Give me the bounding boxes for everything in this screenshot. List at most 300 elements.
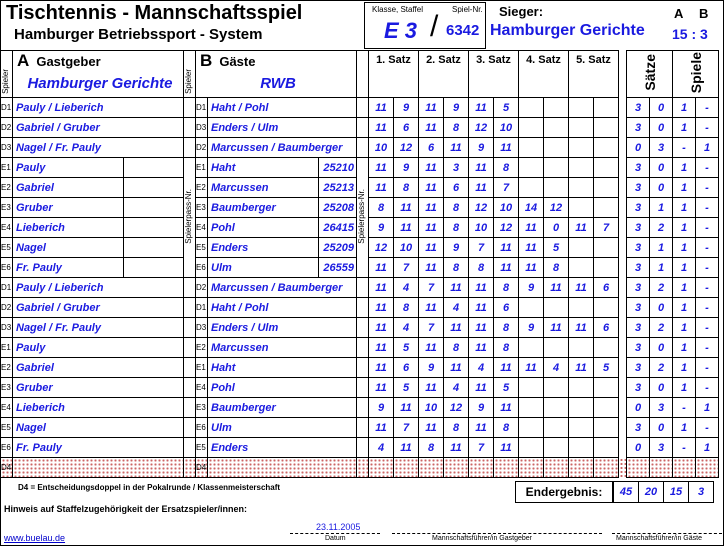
spiele-a[interactable]: 1 [673, 418, 696, 438]
set-score-1-a[interactable]: 11 [369, 278, 394, 298]
saetze-a[interactable]: 3 [627, 198, 650, 218]
set-score-1-b[interactable]: 12 [394, 138, 419, 158]
set-score-5-b[interactable]: 6 [594, 278, 619, 298]
set-score-5-b[interactable] [594, 178, 619, 198]
set-score-3-b[interactable]: 7 [494, 178, 519, 198]
saetze-b[interactable]: 3 [650, 398, 673, 418]
spiele-a[interactable]: 1 [673, 158, 696, 178]
sig-gastgeber-line[interactable] [392, 533, 602, 534]
saetze-b[interactable]: 2 [650, 318, 673, 338]
set-score-3-a[interactable]: 11 [469, 158, 494, 178]
away-player[interactable]: Enders [208, 238, 319, 258]
set-score-5-a[interactable] [569, 458, 594, 478]
away-player[interactable]: Ulm [208, 258, 319, 278]
away-pass[interactable]: 25208 [319, 198, 357, 218]
set-score-3-b[interactable]: 11 [494, 238, 519, 258]
home-player[interactable]: Gruber [13, 198, 124, 218]
set-score-3-b[interactable]: 8 [494, 158, 519, 178]
set-score-5-a[interactable] [569, 378, 594, 398]
saetze-a[interactable]: 3 [627, 118, 650, 138]
set-score-3-a[interactable]: 11 [469, 278, 494, 298]
set-score-3-a[interactable]: 11 [469, 338, 494, 358]
set-score-3-b[interactable]: 8 [494, 338, 519, 358]
set-score-5-b[interactable] [594, 98, 619, 118]
set-score-3-a[interactable]: 8 [469, 258, 494, 278]
saetze-b[interactable]: 0 [650, 378, 673, 398]
sig-gaeste-line[interactable] [612, 533, 722, 534]
set-score-3-a[interactable]: 12 [469, 198, 494, 218]
saetze-b[interactable]: 2 [650, 278, 673, 298]
set-score-5-b[interactable] [594, 338, 619, 358]
away-player[interactable]: Haht [208, 158, 319, 178]
set-score-4-a[interactable] [519, 178, 544, 198]
set-score-1-b[interactable]: 8 [394, 178, 419, 198]
set-score-5-b[interactable] [594, 438, 619, 458]
set-score-2-b[interactable]: 8 [444, 118, 469, 138]
set-score-4-b[interactable]: 5 [544, 238, 569, 258]
set-score-3-b[interactable]: 12 [494, 218, 519, 238]
spiele-b[interactable]: - [696, 178, 719, 198]
set-score-4-a[interactable] [519, 398, 544, 418]
set-score-5-a[interactable] [569, 258, 594, 278]
away-player[interactable]: Haht / Pohl [208, 298, 357, 318]
set-score-4-b[interactable] [544, 398, 569, 418]
set-score-4-a[interactable]: 11 [519, 258, 544, 278]
set-score-3-a[interactable]: 9 [469, 398, 494, 418]
set-score-5-b[interactable] [594, 238, 619, 258]
set-score-4-b[interactable]: 0 [544, 218, 569, 238]
away-player[interactable]: Marcussen / Baumberger [208, 278, 357, 298]
set-score-3-b[interactable]: 11 [494, 358, 519, 378]
spiele-b[interactable]: - [696, 298, 719, 318]
away-player[interactable]: Pohl [208, 218, 319, 238]
spiele-a[interactable]: 1 [673, 278, 696, 298]
home-player[interactable]: Nagel / Fr. Pauly [13, 318, 184, 338]
set-score-3-b[interactable]: 8 [494, 318, 519, 338]
set-score-2-a[interactable]: 7 [419, 318, 444, 338]
set-score-4-b[interactable] [544, 338, 569, 358]
set-score-4-b[interactable] [544, 298, 569, 318]
away-player[interactable]: Haht / Pohl [208, 98, 357, 118]
home-player[interactable]: Pauly / Lieberich [13, 98, 184, 118]
set-score-1-b[interactable]: 5 [394, 338, 419, 358]
saetze-b[interactable]: 0 [650, 178, 673, 198]
set-score-3-b[interactable]: 11 [494, 438, 519, 458]
set-score-2-a[interactable]: 11 [419, 158, 444, 178]
set-score-4-b[interactable] [544, 378, 569, 398]
set-score-5-b[interactable]: 5 [594, 358, 619, 378]
set-score-1-a[interactable]: 10 [369, 138, 394, 158]
endergebnis-spiele-b[interactable]: 3 [688, 481, 714, 503]
set-score-5-a[interactable]: 11 [569, 358, 594, 378]
saetze-a[interactable]: 3 [627, 258, 650, 278]
set-score-5-b[interactable]: 7 [594, 218, 619, 238]
home-player[interactable]: Gabriel [13, 358, 184, 378]
set-score-4-a[interactable] [519, 98, 544, 118]
set-score-2-a[interactable]: 11 [419, 238, 444, 258]
saetze-a[interactable]: 3 [627, 98, 650, 118]
set-score-2-a[interactable]: 10 [419, 398, 444, 418]
spiele-b[interactable]: - [696, 378, 719, 398]
set-score-2-b[interactable]: 6 [444, 178, 469, 198]
saetze-a[interactable] [627, 458, 650, 478]
saetze-b[interactable]: 1 [650, 258, 673, 278]
set-score-1-a[interactable]: 9 [369, 398, 394, 418]
set-score-4-b[interactable] [544, 178, 569, 198]
set-score-1-a[interactable]: 11 [369, 118, 394, 138]
set-score-5-a[interactable] [569, 238, 594, 258]
set-score-5-b[interactable] [594, 158, 619, 178]
set-score-4-a[interactable] [519, 418, 544, 438]
away-pass[interactable]: 25210 [319, 158, 357, 178]
spiele-b[interactable]: - [696, 418, 719, 438]
set-score-5-b[interactable] [594, 458, 619, 478]
home-player[interactable]: Pauly / Lieberich [13, 278, 184, 298]
set-score-1-b[interactable] [394, 458, 419, 478]
set-score-1-b[interactable]: 4 [394, 278, 419, 298]
set-score-2-a[interactable]: 11 [419, 218, 444, 238]
set-score-2-b[interactable]: 11 [444, 358, 469, 378]
set-score-4-a[interactable] [519, 158, 544, 178]
endergebnis-saetze-a[interactable]: 45 [613, 481, 639, 503]
set-score-3-a[interactable] [469, 458, 494, 478]
set-score-3-b[interactable]: 11 [494, 398, 519, 418]
spiele-a[interactable]: 1 [673, 258, 696, 278]
spiele-b[interactable]: - [696, 258, 719, 278]
set-score-4-b[interactable]: 4 [544, 358, 569, 378]
endergebnis-saetze-b[interactable]: 20 [638, 481, 664, 503]
spiele-a[interactable]: - [673, 438, 696, 458]
spiele-b[interactable]: - [696, 198, 719, 218]
saetze-b[interactable]: 3 [650, 138, 673, 158]
set-score-4-a[interactable] [519, 138, 544, 158]
spiele-a[interactable]: 1 [673, 178, 696, 198]
spiele-a[interactable]: 1 [673, 118, 696, 138]
set-score-3-a[interactable]: 11 [469, 318, 494, 338]
set-score-4-b[interactable] [544, 98, 569, 118]
set-score-5-b[interactable]: 6 [594, 318, 619, 338]
away-player[interactable]: Ulm [208, 418, 357, 438]
set-score-3-a[interactable]: 9 [469, 138, 494, 158]
set-score-5-b[interactable] [594, 118, 619, 138]
set-score-1-b[interactable]: 11 [394, 198, 419, 218]
spiele-b[interactable]: 1 [696, 438, 719, 458]
saetze-a[interactable]: 3 [627, 158, 650, 178]
set-score-5-b[interactable] [594, 398, 619, 418]
set-score-2-b[interactable]: 8 [444, 418, 469, 438]
set-score-5-a[interactable]: 11 [569, 218, 594, 238]
set-score-3-a[interactable]: 11 [469, 98, 494, 118]
set-score-4-b[interactable]: 12 [544, 198, 569, 218]
set-score-5-a[interactable] [569, 198, 594, 218]
saetze-a[interactable]: 0 [627, 398, 650, 418]
set-score-1-b[interactable]: 10 [394, 238, 419, 258]
spiele-a[interactable]: 1 [673, 318, 696, 338]
set-score-1-b[interactable]: 4 [394, 318, 419, 338]
home-player[interactable]: Gruber [13, 378, 184, 398]
set-score-4-a[interactable] [519, 298, 544, 318]
set-score-1-b[interactable]: 5 [394, 378, 419, 398]
set-score-5-a[interactable]: 11 [569, 278, 594, 298]
away-pass[interactable]: 25209 [319, 238, 357, 258]
saetze-a[interactable]: 3 [627, 178, 650, 198]
set-score-5-a[interactable] [569, 118, 594, 138]
set-score-5-a[interactable] [569, 418, 594, 438]
klasse-value[interactable]: E 3 [384, 18, 418, 43]
set-score-2-a[interactable]: 11 [419, 338, 444, 358]
set-score-5-b[interactable] [594, 198, 619, 218]
spiele-a[interactable]: 1 [673, 378, 696, 398]
set-score-1-a[interactable]: 11 [369, 98, 394, 118]
spiele-a[interactable]: 1 [673, 218, 696, 238]
spiele-a[interactable]: - [673, 398, 696, 418]
saetze-b[interactable]: 2 [650, 358, 673, 378]
set-score-2-b[interactable]: 3 [444, 158, 469, 178]
saetze-a[interactable]: 3 [627, 358, 650, 378]
set-score-4-a[interactable] [519, 438, 544, 458]
set-score-4-a[interactable] [519, 118, 544, 138]
away-player[interactable]: Enders / Ulm [208, 118, 357, 138]
saetze-a[interactable]: 3 [627, 218, 650, 238]
set-score-2-a[interactable]: 6 [419, 138, 444, 158]
set-score-1-b[interactable]: 9 [394, 158, 419, 178]
spiele-b[interactable]: - [696, 238, 719, 258]
set-score-3-a[interactable]: 7 [469, 238, 494, 258]
set-score-1-b[interactable]: 9 [394, 98, 419, 118]
set-score-2-b[interactable]: 11 [444, 318, 469, 338]
away-player[interactable]: Baumberger [208, 398, 357, 418]
set-score-2-a[interactable]: 11 [419, 178, 444, 198]
spiele-b[interactable]: - [696, 98, 719, 118]
set-score-3-b[interactable]: 10 [494, 198, 519, 218]
set-score-2-b[interactable] [444, 458, 469, 478]
set-score-5-a[interactable] [569, 338, 594, 358]
saetze-b[interactable]: 3 [650, 438, 673, 458]
away-player[interactable]: Enders [208, 438, 357, 458]
spiele-b[interactable]: - [696, 318, 719, 338]
away-player[interactable]: Marcussen [208, 178, 319, 198]
set-score-3-a[interactable]: 4 [469, 358, 494, 378]
set-score-4-a[interactable]: 11 [519, 218, 544, 238]
set-score-1-a[interactable]: 11 [369, 358, 394, 378]
spiele-b[interactable]: - [696, 158, 719, 178]
set-score-5-b[interactable] [594, 378, 619, 398]
set-score-1-b[interactable]: 6 [394, 358, 419, 378]
set-score-4-a[interactable] [519, 338, 544, 358]
saetze-b[interactable]: 1 [650, 238, 673, 258]
home-player[interactable]: Pauly [13, 158, 124, 178]
away-pass[interactable]: 25213 [319, 178, 357, 198]
set-score-1-a[interactable]: 11 [369, 178, 394, 198]
home-pass[interactable] [124, 198, 184, 218]
set-score-2-a[interactable]: 8 [419, 438, 444, 458]
set-score-2-a[interactable]: 11 [419, 418, 444, 438]
set-score-4-b[interactable]: 11 [544, 278, 569, 298]
set-score-1-a[interactable]: 4 [369, 438, 394, 458]
spiele-b[interactable]: - [696, 118, 719, 138]
away-team-name[interactable]: RWB [260, 75, 296, 92]
set-score-5-a[interactable] [569, 398, 594, 418]
set-score-1-b[interactable]: 6 [394, 118, 419, 138]
set-score-2-b[interactable]: 11 [444, 438, 469, 458]
website-link[interactable]: www.buelau.de [4, 533, 66, 543]
spiele-b[interactable]: 1 [696, 138, 719, 158]
set-score-2-b[interactable]: 12 [444, 398, 469, 418]
saetze-a[interactable]: 3 [627, 318, 650, 338]
set-score-4-b[interactable] [544, 418, 569, 438]
spiele-a[interactable]: 1 [673, 238, 696, 258]
home-pass[interactable] [124, 238, 184, 258]
set-score-4-a[interactable]: 11 [519, 358, 544, 378]
set-score-5-a[interactable] [569, 438, 594, 458]
home-pass[interactable] [124, 158, 184, 178]
set-score-2-b[interactable]: 11 [444, 138, 469, 158]
set-score-5-a[interactable]: 11 [569, 318, 594, 338]
spiele-a[interactable]: 1 [673, 358, 696, 378]
away-player[interactable]: Baumberger [208, 198, 319, 218]
set-score-3-a[interactable]: 12 [469, 118, 494, 138]
set-score-3-b[interactable]: 10 [494, 118, 519, 138]
set-score-3-b[interactable]: 11 [494, 138, 519, 158]
set-score-3-b[interactable]: 6 [494, 298, 519, 318]
spiele-a[interactable]: - [673, 138, 696, 158]
set-score-2-a[interactable]: 9 [419, 358, 444, 378]
set-score-2-b[interactable]: 8 [444, 258, 469, 278]
set-score-4-b[interactable] [544, 458, 569, 478]
home-player[interactable]: Lieberich [13, 398, 184, 418]
spiele-a[interactable]: 1 [673, 298, 696, 318]
sieger-value[interactable]: Hamburger Gerichte [490, 22, 645, 39]
set-score-5-a[interactable] [569, 138, 594, 158]
set-score-2-a[interactable]: 11 [419, 298, 444, 318]
spiele-b[interactable]: - [696, 358, 719, 378]
set-score-4-a[interactable]: 11 [519, 238, 544, 258]
set-score-2-a[interactable] [419, 458, 444, 478]
home-player[interactable]: Nagel [13, 238, 124, 258]
set-score-3-a[interactable]: 11 [469, 178, 494, 198]
away-player[interactable]: Enders / Ulm [208, 318, 357, 338]
home-pass[interactable] [124, 258, 184, 278]
set-score-1-a[interactable]: 11 [369, 258, 394, 278]
set-score-1-a[interactable]: 11 [369, 318, 394, 338]
set-score-3-a[interactable]: 7 [469, 438, 494, 458]
set-score-4-b[interactable]: 8 [544, 258, 569, 278]
endergebnis-spiele-a[interactable]: 15 [663, 481, 689, 503]
set-score-4-b[interactable] [544, 158, 569, 178]
saetze-b[interactable]: 0 [650, 338, 673, 358]
away-pass[interactable]: 26559 [319, 258, 357, 278]
total-score[interactable]: 15 : 3 [672, 26, 708, 42]
saetze-a[interactable]: 3 [627, 378, 650, 398]
set-score-2-b[interactable]: 9 [444, 98, 469, 118]
set-score-1-b[interactable]: 11 [394, 398, 419, 418]
set-score-5-a[interactable] [569, 298, 594, 318]
set-score-1-b[interactable]: 11 [394, 438, 419, 458]
saetze-b[interactable]: 1 [650, 198, 673, 218]
set-score-1-a[interactable]: 8 [369, 198, 394, 218]
set-score-4-a[interactable]: 9 [519, 278, 544, 298]
set-score-5-b[interactable] [594, 138, 619, 158]
home-pass[interactable] [124, 178, 184, 198]
set-score-2-b[interactable]: 8 [444, 218, 469, 238]
set-score-3-b[interactable]: 8 [494, 418, 519, 438]
saetze-a[interactable]: 3 [627, 298, 650, 318]
set-score-4-a[interactable] [519, 378, 544, 398]
saetze-b[interactable]: 0 [650, 158, 673, 178]
set-score-5-a[interactable] [569, 178, 594, 198]
set-score-2-b[interactable]: 8 [444, 198, 469, 218]
spiele-b[interactable]: - [696, 338, 719, 358]
set-score-5-b[interactable] [594, 258, 619, 278]
away-player[interactable]: Haht [208, 358, 357, 378]
set-score-1-b[interactable]: 7 [394, 258, 419, 278]
home-player[interactable]: Nagel [13, 418, 184, 438]
set-score-3-b[interactable]: 11 [494, 258, 519, 278]
set-score-4-a[interactable]: 9 [519, 318, 544, 338]
saetze-a[interactable]: 3 [627, 238, 650, 258]
away-player[interactable]: Marcussen / Baumberger [208, 138, 357, 158]
saetze-a[interactable]: 3 [627, 278, 650, 298]
away-player[interactable] [208, 458, 357, 478]
set-score-1-a[interactable]: 11 [369, 418, 394, 438]
home-player[interactable] [13, 458, 184, 478]
set-score-4-b[interactable] [544, 438, 569, 458]
saetze-a[interactable]: 3 [627, 418, 650, 438]
away-player[interactable]: Marcussen [208, 338, 357, 358]
set-score-3-a[interactable]: 11 [469, 378, 494, 398]
away-pass[interactable]: 26415 [319, 218, 357, 238]
saetze-a[interactable]: 3 [627, 338, 650, 358]
saetze-b[interactable]: 0 [650, 118, 673, 138]
home-player[interactable]: Gabriel / Gruber [13, 298, 184, 318]
set-score-2-a[interactable]: 11 [419, 198, 444, 218]
set-score-4-a[interactable]: 14 [519, 198, 544, 218]
set-score-4-b[interactable] [544, 138, 569, 158]
saetze-b[interactable] [650, 458, 673, 478]
set-score-4-b[interactable] [544, 118, 569, 138]
spiele-b[interactable]: - [696, 218, 719, 238]
spiele-b[interactable]: 1 [696, 398, 719, 418]
set-score-2-a[interactable]: 11 [419, 378, 444, 398]
spiele-b[interactable] [696, 458, 719, 478]
set-score-1-a[interactable]: 11 [369, 298, 394, 318]
set-score-1-b[interactable]: 11 [394, 218, 419, 238]
saetze-b[interactable]: 0 [650, 298, 673, 318]
spiele-a[interactable]: 1 [673, 98, 696, 118]
set-score-4-a[interactable] [519, 458, 544, 478]
home-player[interactable]: Nagel / Fr. Pauly [13, 138, 184, 158]
datum-value[interactable]: 23.11.2005 [316, 522, 361, 532]
spielnr-value[interactable]: 6342 [446, 22, 480, 39]
saetze-a[interactable]: 0 [627, 138, 650, 158]
spiele-a[interactable]: 1 [673, 198, 696, 218]
set-score-2-a[interactable]: 7 [419, 278, 444, 298]
home-team-name[interactable]: Hamburger Gerichte [27, 75, 173, 92]
saetze-b[interactable]: 0 [650, 98, 673, 118]
set-score-3-b[interactable] [494, 458, 519, 478]
spiele-a[interactable]: 1 [673, 338, 696, 358]
set-score-2-a[interactable]: 11 [419, 258, 444, 278]
set-score-5-a[interactable] [569, 158, 594, 178]
spiele-a[interactable] [673, 458, 696, 478]
home-player[interactable]: Gabriel / Gruber [13, 118, 184, 138]
saetze-b[interactable]: 2 [650, 218, 673, 238]
set-score-1-b[interactable]: 8 [394, 298, 419, 318]
set-score-2-a[interactable]: 11 [419, 98, 444, 118]
set-score-1-a[interactable] [369, 458, 394, 478]
set-score-2-b[interactable]: 9 [444, 238, 469, 258]
set-score-1-a[interactable]: 11 [369, 338, 394, 358]
